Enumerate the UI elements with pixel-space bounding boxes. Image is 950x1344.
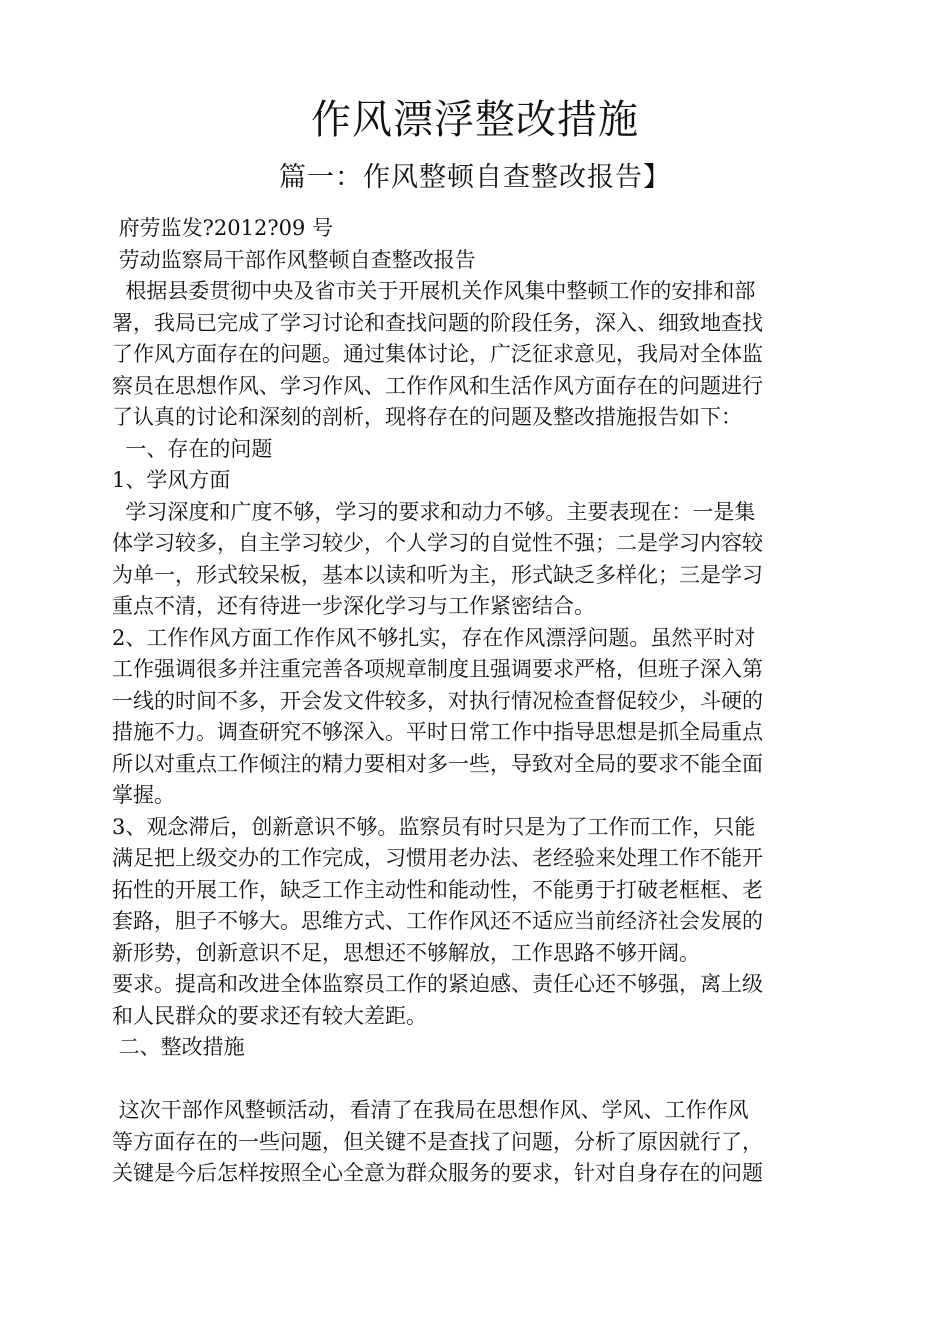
body-line: 1、学风方面 — [112, 468, 231, 492]
body-line: 学习深度和广度不够，学习的要求和动力不够。主要表现在：一是集 — [112, 499, 756, 524]
document-body — [112, 213, 842, 1190]
body-line: 劳动监察局干部作风整顿自查整改报告 — [112, 247, 476, 272]
body-line: 署，我局已完成了学习讨论和查找问题的阶段任务，深入、细致地查找 — [112, 310, 763, 335]
body-line: 要求。提高和改进全体监察员工作的紧迫感、责任心还不够强，离上级 — [112, 972, 763, 996]
body-line: 等方面存在的一些问题，但关键不是查找了问题，分析了原因就行了， — [112, 1129, 763, 1154]
body-line: 根据县委贯彻中央及省市关于开展机关作风集中整顿工作的安排和部 — [112, 279, 756, 303]
body-line: 了认真的讨论和深刻的剖析，现将存在的问题及整改措施报告如下： — [112, 405, 742, 429]
blank-line — [112, 1064, 842, 1096]
body-line: 和人民群众的要求还有较大差距。 — [112, 1003, 427, 1028]
body-line: 套路，胆子不够大。思维方式、工作作风还不适应当前经济社会发展的 — [112, 909, 763, 933]
body-line: 工作强调很多并注重完善各项规章制度且强调要求严格，但班子深入第 — [112, 657, 763, 681]
body-line: 新形势，创新意识不足，思想还不够解放，工作思路不够开阔。 — [112, 940, 700, 965]
body-line: 府劳监发?2012?09 号 — [112, 216, 334, 240]
body-line: 2、工作作风方面工作作风不够扎实，存在作风漂浮问题。虽然平时对 — [112, 625, 756, 650]
body-line: 二、整改措施 — [112, 1035, 245, 1059]
body-line: 所以对重点工作倾注的精力要相对多一些，导致对全局的要求不能全面 — [112, 751, 763, 776]
body-line: 重点不清，还有待进一步深化学习与工作紧密结合。 — [112, 594, 595, 618]
body-line: 掌握。 — [112, 783, 175, 807]
body-line: 满足把上级交办的工作完成，习惯用老办法、老经验来处理工作不能开 — [112, 846, 763, 870]
body-line: 为单一，形式较呆板，基本以读和听为主，形式缺乏多样化；三是学习 — [112, 562, 763, 587]
document-subtitle: 篇一：作风整顿自查整改报告】 — [279, 162, 671, 193]
body-line: 措施不力。调查研究不够深入。平时日常工作中指导思想是抓全局重点 — [112, 720, 763, 744]
body-line: 拓性的开展工作，缺乏工作主动性和能动性，不能勇于打破老框框、老 — [112, 877, 763, 902]
body-line: 一、存在的问题 — [112, 436, 273, 461]
body-line: 体学习较多，自主学习较少，个人学习的自觉性不强；二是学习内容较 — [112, 531, 763, 555]
body-line: 3、观念滞后，创新意识不够。监察员有时只是为了工作而工作，只能 — [112, 814, 756, 839]
body-line: 了作风方面存在的问题。通过集体讨论，广泛征求意见，我局对全体监 — [112, 342, 763, 366]
body-line: 关键是今后怎样按照全心全意为群众服务的要求，针对自身存在的问题 — [112, 1161, 763, 1185]
document-title: 作风漂浮整改措施 — [311, 97, 639, 143]
body-line: 这次干部作风整顿活动，看清了在我局在思想作风、学风、工作作风 — [112, 1098, 749, 1122]
body-line: 察员在思想作风、学习作风、工作作风和生活作风方面存在的问题进行 — [112, 373, 763, 398]
body-line: 一线的时间不多，开会发文件较多，对执行情况检查督促较少，斗硬的 — [112, 688, 763, 713]
